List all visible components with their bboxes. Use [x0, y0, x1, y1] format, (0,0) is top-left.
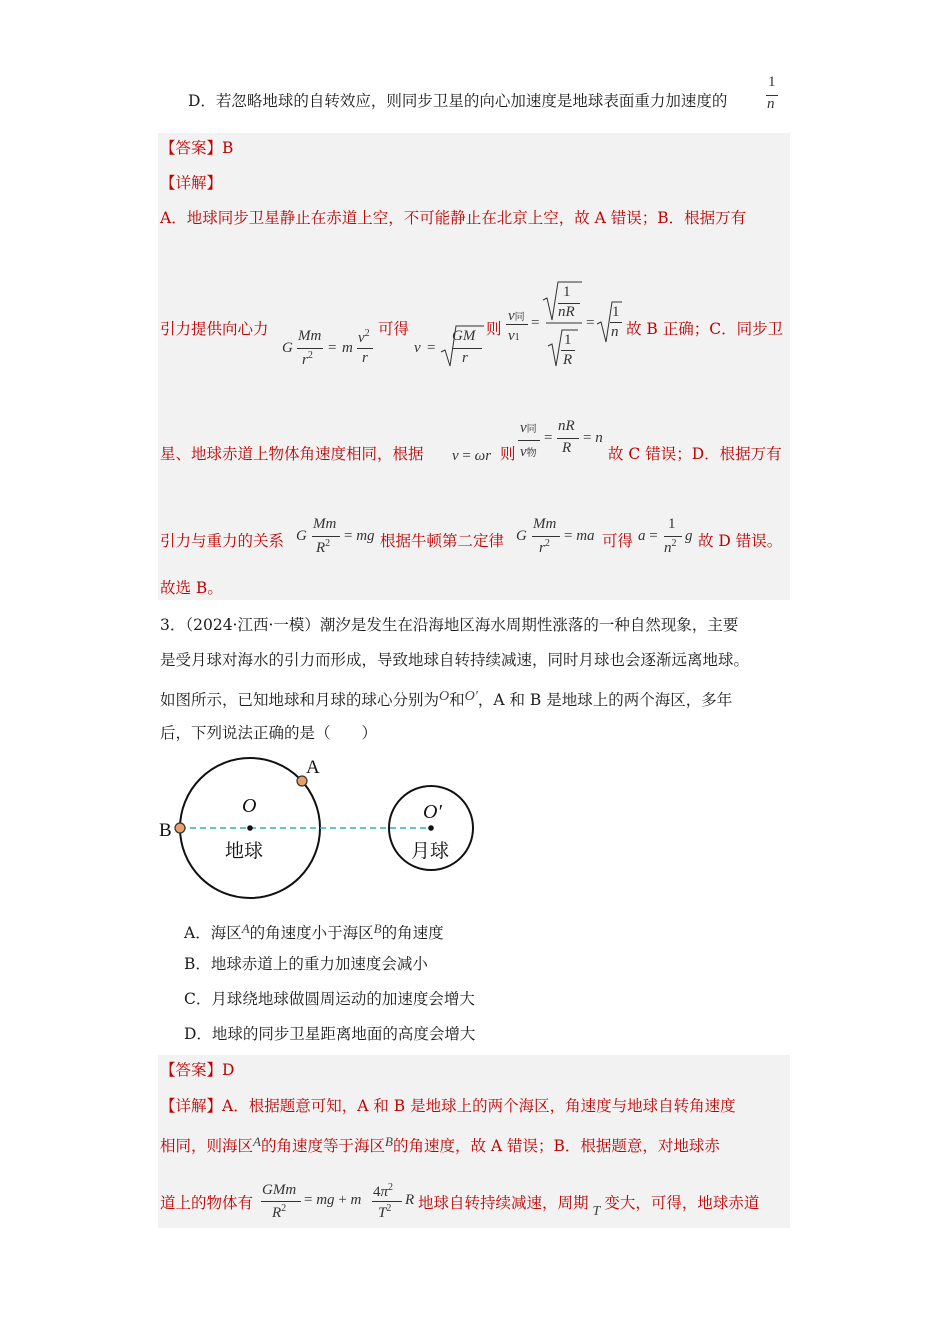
- q2-eq5-bar2: [557, 438, 579, 439]
- q3-detail3-c: 变大，可得，地球赤道: [604, 1194, 760, 1212]
- q2-detail-line5: 故选 B。: [160, 579, 223, 597]
- q3-eq-num2: $4\pi^2$: [373, 1182, 394, 1200]
- q2-eq3-b3: [610, 322, 622, 323]
- q3-eq-den: $R^2$: [272, 1203, 287, 1221]
- q2-detail-line3b: 则: [500, 445, 516, 463]
- q2-eq5-eq: =: [544, 430, 553, 446]
- point-b-dot: [175, 823, 185, 833]
- q2-eq3-d3: n: [611, 324, 619, 340]
- q3-detail-line3b: [418, 1192, 759, 1223]
- q2-eq7-rhs: = ma: [564, 528, 595, 544]
- q2-eq5-den2: R: [562, 440, 572, 456]
- label-moon: 月球: [411, 840, 450, 862]
- q2-eq8-g: g: [685, 528, 693, 544]
- q3-option-a-3: 的角速度: [381, 924, 444, 942]
- q2-detail-label: 【详解】: [160, 174, 223, 192]
- q2-detail-line4d: 故 D 错误。: [698, 532, 783, 550]
- q2-eq1-eq: =: [328, 340, 337, 356]
- q2-eq1-den: $r^2$: [302, 350, 313, 368]
- q2-eq7-den: $r^2$: [539, 538, 550, 556]
- q2-detail-line1: A．地球同步卫星静止在赤道上空，不可能静止在北京上空，故 A 错误；B．根据万有: [160, 209, 747, 227]
- q2-eq5-bar: [518, 440, 540, 441]
- earth-center-dot: [247, 825, 253, 831]
- q3-stem3-o2: O′: [464, 689, 478, 704]
- q3-detail-line3a: 道上的物体有: [160, 1194, 254, 1212]
- q2-eq1-den2: r: [362, 350, 368, 366]
- q3-stem3-c: ，A 和 B 是地球上的两个海区，多年: [477, 691, 733, 709]
- q3-detail2-c: 的角速度，故 A 错误；B．根据题意，对地球赤: [392, 1137, 720, 1155]
- q2-eq1-num2: $v^2$: [358, 328, 370, 346]
- q2-eq7-num: Mm: [533, 516, 557, 532]
- q2-eq6-bar: [312, 536, 340, 537]
- q2-eq5-num: v同: [520, 420, 537, 436]
- label-b: B: [159, 820, 172, 841]
- q2-detail-line2d: 故 B 正确；C．同步卫: [626, 320, 784, 338]
- q2-eq5-eq2: = n: [583, 430, 603, 446]
- q2-detail-line4c: 可得: [602, 532, 634, 550]
- q3-eq-bar: [261, 1201, 301, 1202]
- q2-eq5-den: v物: [520, 444, 537, 460]
- q2-eq8-bar: [664, 536, 682, 537]
- q2-eq1-bar: [297, 348, 323, 349]
- q2-detail-line3a: 星、地球赤道上物体角速度相同，根据: [160, 445, 424, 463]
- q3-stem-line1: 3．（2024·江西·一模）潮汐是发生在沿海地区海水周期性涨落的一种自然现象，主要: [160, 616, 739, 634]
- q3-detail2-b: 的角速度等于海区: [260, 1137, 385, 1155]
- q3-stem-line3: [160, 686, 732, 711]
- q2-eq3-n2: 1: [564, 332, 572, 348]
- q2-eq1-m: m: [342, 340, 353, 356]
- q3-option-c: C．月球绕地球做圆周运动的加速度会增大: [184, 990, 475, 1008]
- q3-eq-bar2: [372, 1201, 402, 1202]
- q3-detail-line1: [160, 1095, 736, 1117]
- q2-eq3-eq2: =: [586, 315, 595, 331]
- q3-option-b: B．地球赤道上的重力加速度会减小: [184, 955, 428, 973]
- q3-eq-r: R: [405, 1192, 415, 1208]
- q2-detail-line2b: 可得: [378, 320, 410, 338]
- q3-detail2-v1: A: [253, 1134, 261, 1149]
- q2-option-d-text: D．若忽略地球的自转效应，则同步卫星的向心加速度是地球表面重力加速度的: [188, 92, 728, 110]
- q2-eq3-n3: 1: [612, 304, 620, 320]
- q3-eq-num: GMm: [262, 1182, 297, 1198]
- q2-detail-line3c: 故 C 错误；D．根据万有: [608, 445, 782, 463]
- q3-option-a: [184, 918, 444, 944]
- q3-stem3-a: 如图所示，已知地球和月球的球心分别为: [160, 691, 440, 709]
- q2-eq4: v = ωr: [452, 448, 492, 464]
- q3-option-a-2: 的角速度小于海区: [249, 924, 374, 942]
- q3-detail3-b: 地球自转持续减速，周期: [418, 1194, 589, 1212]
- q3-detail2-a: 相同，则海区: [160, 1137, 254, 1155]
- q3-detail2-v2: B: [384, 1134, 393, 1149]
- q2-eq6-den: $R^2$: [316, 538, 331, 556]
- q2-eq8-a: a =: [638, 528, 658, 544]
- q2-eq1-g: G: [282, 340, 293, 356]
- q3-option-d: D．地球的同步卫星距离地面的高度会增大: [184, 1025, 476, 1043]
- q2-eq3-n1: 1: [563, 284, 571, 300]
- q2-eq2-den: r: [462, 350, 468, 366]
- q3-detail-line2: [160, 1131, 720, 1157]
- q2-eq5-num2: nR: [558, 418, 575, 434]
- q2-eq6-g: G: [296, 528, 307, 544]
- q2-detail-line4b: 根据牛顿第二定律: [380, 532, 505, 550]
- q2-answer: 【答案】B: [160, 139, 234, 157]
- q3-eq-mid: = mg + m: [304, 1192, 362, 1208]
- q2-eq3-d1: nR: [558, 304, 575, 320]
- q2-eq3-den: v1: [508, 328, 520, 344]
- q3-detail-1: A．根据题意可知，A 和 B 是地球上的两个海区，角速度与地球自转角速度: [222, 1097, 736, 1115]
- q2-detail-line4a: 引力与重力的关系: [160, 532, 285, 550]
- q2-eq2-eq: =: [427, 340, 436, 356]
- q3-option-a-1: A．海区: [184, 924, 242, 942]
- q3-option-a-v1: A: [241, 921, 250, 936]
- label-earth: 地球: [225, 840, 264, 862]
- q2-eq2-num: GM: [452, 328, 476, 344]
- earth-moon-figure: [155, 752, 485, 902]
- q2-eq2-bar: [452, 348, 482, 349]
- q3-option-a-v2: B: [373, 921, 382, 936]
- q2-detail-line2c: 则: [486, 320, 502, 338]
- q2-eq8-den: $n^2$: [664, 538, 677, 556]
- q3-stem-line2: 是受月球对海水的引力而形成，导致地球自转持续减速，同时月球也会逐渐远离地球。: [160, 651, 750, 669]
- q3-stem3-b: 和: [449, 691, 465, 709]
- q2-eq3-bar: [506, 324, 528, 325]
- q3-stem-line4: 后，下列说法正确的是（ ）: [160, 724, 378, 742]
- label-o: O: [242, 795, 257, 817]
- q2-option-d-frac-den: n: [767, 96, 775, 112]
- q2-eq3-d2: R: [563, 352, 573, 368]
- q3-detail3-t: T: [592, 1204, 601, 1219]
- q2-eq7-g: G: [516, 528, 527, 544]
- moon-center-dot: [428, 825, 434, 831]
- q2-eq6-num: Mm: [313, 516, 337, 532]
- q2-option-d: [188, 90, 727, 112]
- label-o-prime: O′: [423, 801, 442, 823]
- q2-eq1-num: Mm: [298, 328, 322, 344]
- q2-eq3-num: v同: [508, 308, 525, 324]
- q2-eq6-rhs: = mg: [344, 528, 375, 544]
- q3-eq-den2: $T^2$: [378, 1203, 392, 1221]
- q3-stem3-o: O: [439, 689, 450, 704]
- q3-answer: 【答案】D: [160, 1061, 235, 1079]
- q2-option-d-frac-num: 1: [768, 74, 776, 90]
- q2-eq7-bar: [532, 536, 560, 537]
- q3-detail-label: 【详解】: [160, 1097, 223, 1115]
- label-a: A: [306, 757, 320, 778]
- q2-eq1-bar2: [357, 348, 373, 349]
- q2-eq3-eq: =: [531, 315, 540, 331]
- q2-detail-line2a: 引力提供向心力: [160, 320, 269, 338]
- q2-eq2-v: v: [414, 340, 421, 356]
- q2-eq8-num: 1: [668, 516, 676, 532]
- q2-eq3-b2: [561, 350, 575, 351]
